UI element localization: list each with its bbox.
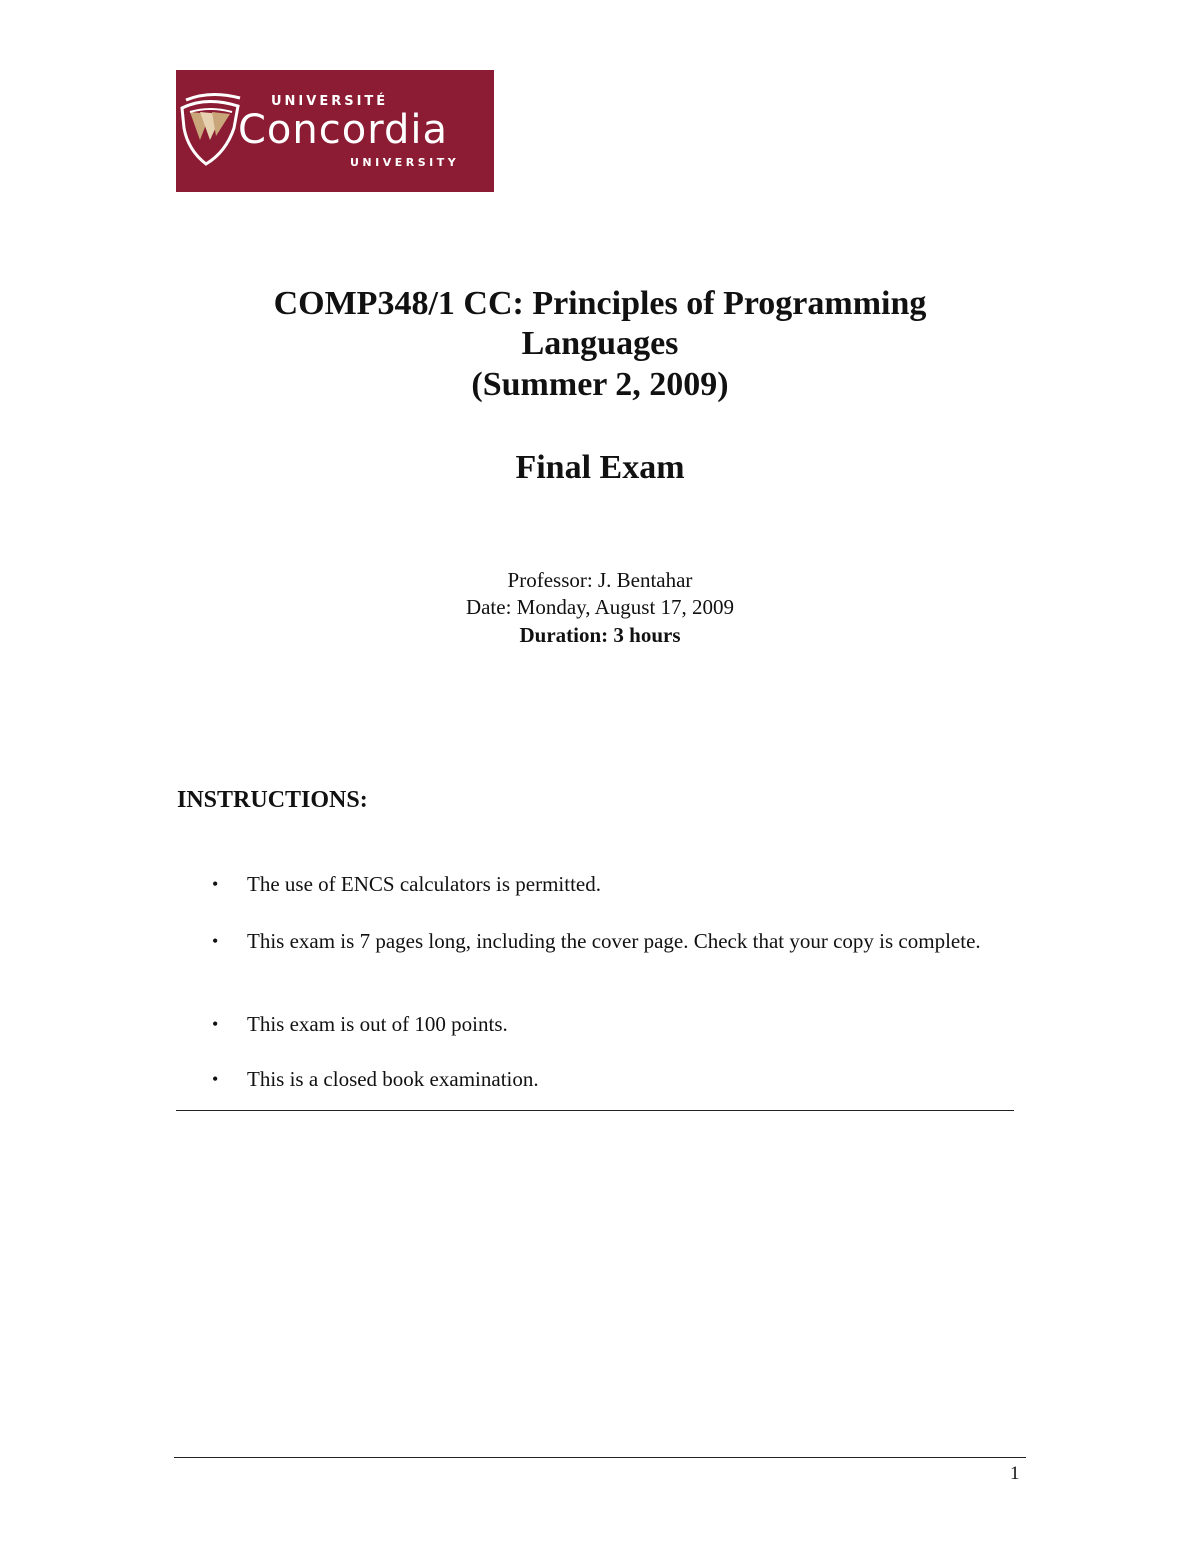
bullet-icon: • — [212, 931, 219, 951]
logo-concordia-text: Concordia — [238, 107, 448, 153]
title-line-3: (Summer 2, 2009) — [471, 366, 729, 403]
list-item-text: This exam is 7 pages long, including the cover page. Check that your copy is complete. — [247, 929, 981, 953]
logo-universite-text: UNIVERSITÉ — [271, 94, 389, 109]
list-item-text: The use of ENCS calculators is permitted. — [247, 872, 601, 896]
logo-university-text: UNIVERSITY — [350, 156, 460, 169]
exam-subtitle: Final Exam — [515, 449, 685, 486]
bullet-icon: • — [212, 1014, 219, 1034]
title-line-1: COMP348/1 CC: Principles of Programming — [273, 285, 927, 322]
page-number: 1 — [1010, 1463, 1020, 1484]
date-line: Date: Monday, August 17, 2009 — [465, 595, 735, 619]
concordia-logo — [176, 70, 494, 192]
duration-line: Duration: 3 hours — [519, 623, 681, 647]
professor-line: Professor: J. Bentahar — [507, 568, 693, 592]
title-line-2: Languages — [521, 325, 679, 362]
list-item-text: This exam is out of 100 points. — [247, 1012, 508, 1036]
bullet-icon: • — [212, 874, 219, 894]
divider — [176, 1110, 1014, 1111]
list-item-text: This is a closed book examination. — [247, 1067, 539, 1091]
bullet-icon: • — [212, 1069, 219, 1089]
instructions-heading: INSTRUCTIONS: — [177, 787, 368, 813]
footer-divider — [174, 1457, 1026, 1458]
